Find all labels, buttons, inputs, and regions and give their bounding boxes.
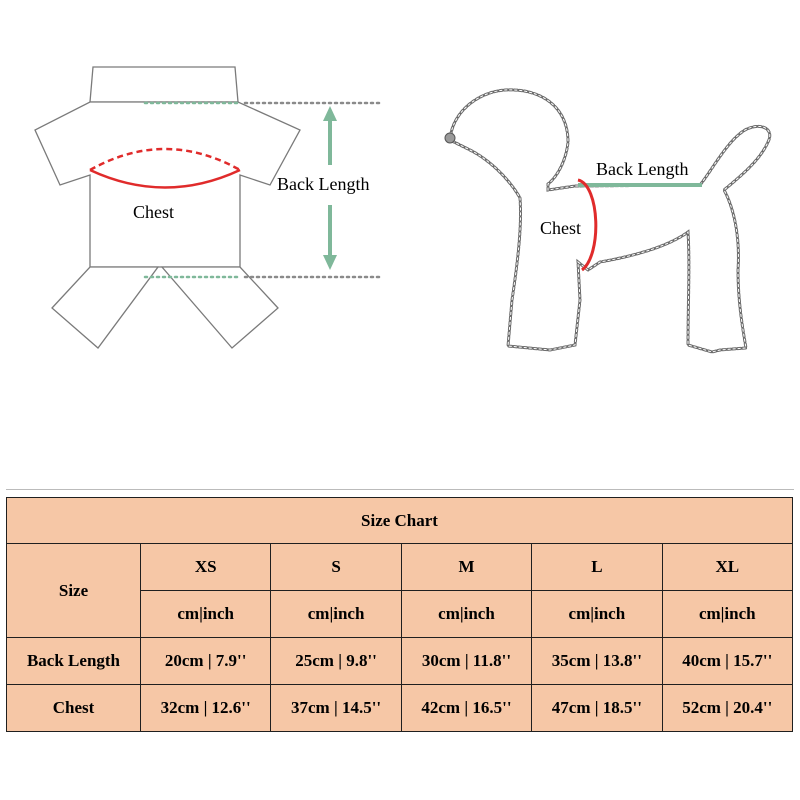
- unit-label: cm|inch: [662, 591, 792, 638]
- size-col-l: L: [532, 544, 662, 591]
- table-cell: 40cm | 15.7'': [662, 638, 792, 685]
- table-row-back-length: [7, 638, 793, 685]
- section-divider: [6, 489, 794, 490]
- unit-label: cm|inch: [141, 591, 271, 638]
- unit-label: cm|inch: [401, 591, 531, 638]
- size-col-xl: XL: [662, 544, 792, 591]
- dog-back-length-label: Back Length: [596, 159, 689, 179]
- table-row-chest: [7, 685, 793, 732]
- size-col-m: M: [401, 544, 531, 591]
- shirt-back-length-label: Back Length: [277, 174, 370, 194]
- size-chart-title-row: [7, 498, 793, 544]
- table-cell: 20cm | 7.9'': [141, 638, 271, 685]
- row-label: Back Length: [7, 638, 141, 685]
- unit-label: cm|inch: [271, 591, 401, 638]
- size-chart-title: Size Chart: [7, 498, 793, 544]
- shirt-body: [35, 102, 300, 267]
- shirt-collar: [90, 67, 238, 102]
- dog-diagram: [445, 90, 770, 352]
- size-col-s: S: [271, 544, 401, 591]
- shirt-leg-right: [162, 267, 278, 348]
- table-cell: 37cm | 14.5'': [271, 685, 401, 732]
- table-cell: 35cm | 13.8'': [532, 638, 662, 685]
- dog-nose: [445, 133, 455, 143]
- unit-label: cm|inch: [532, 591, 662, 638]
- size-header-label: Size: [7, 544, 141, 638]
- dog-outline: [450, 90, 770, 352]
- shirt-chest-label: Chest: [133, 202, 175, 222]
- dog-outline-highlight: [450, 90, 770, 352]
- shirt-diagram: [35, 67, 382, 348]
- table-cell: 30cm | 11.8'': [401, 638, 531, 685]
- size-col-xs: XS: [141, 544, 271, 591]
- dog-chest-label: Chest: [540, 218, 582, 238]
- table-cell: 42cm | 16.5'': [401, 685, 531, 732]
- table-cell: 52cm | 20.4'': [662, 685, 792, 732]
- size-header-row: [7, 544, 793, 591]
- table-cell: 32cm | 12.6'': [141, 685, 271, 732]
- table-cell: 47cm | 18.5'': [532, 685, 662, 732]
- table-cell: 25cm | 9.8'': [271, 638, 401, 685]
- size-chart-table: [6, 497, 793, 732]
- row-label: Chest: [7, 685, 141, 732]
- shirt-leg-left: [52, 267, 158, 348]
